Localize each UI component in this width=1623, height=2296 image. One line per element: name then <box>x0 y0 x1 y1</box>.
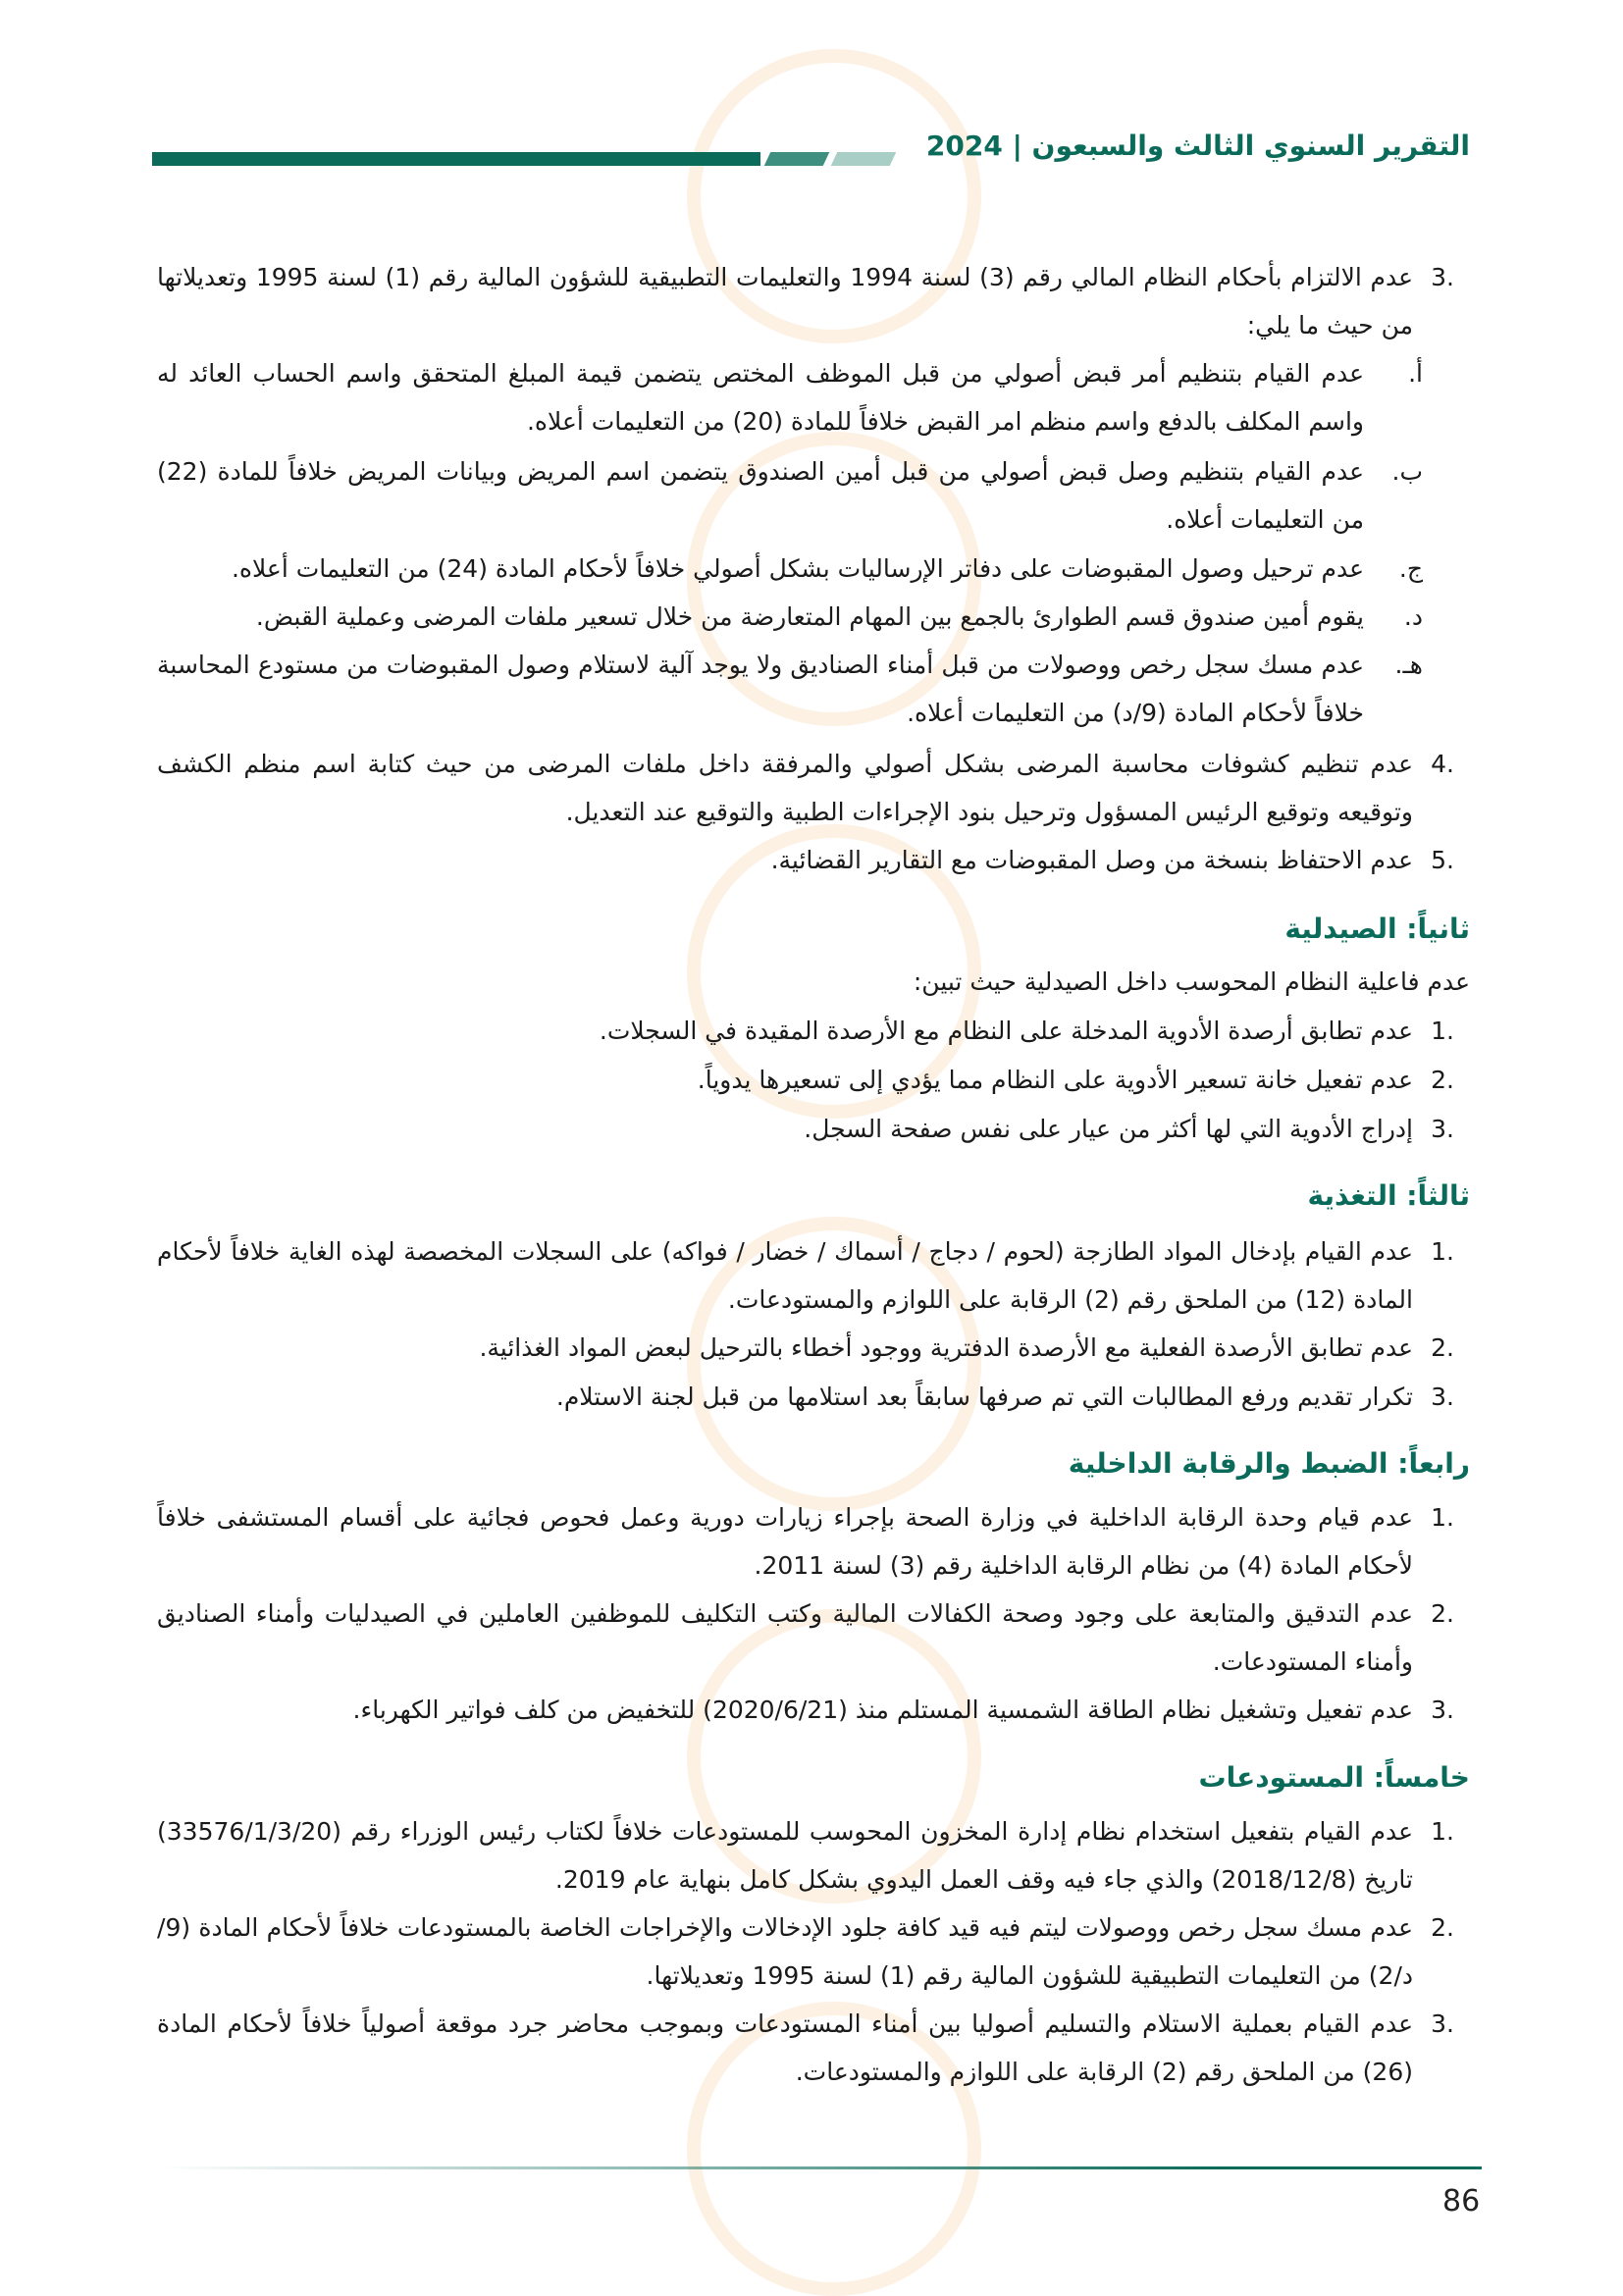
list-item <box>157 1493 1454 1590</box>
section-heading-warehouses: خامساً: المستودعات <box>1198 1761 1470 1794</box>
section-heading-internal-control: رابعاً: الضبط والرقابة الداخلية <box>1068 1447 1470 1480</box>
page-number: 86 <box>1442 2184 1481 2218</box>
list-item <box>157 253 1454 349</box>
section-heading-nutrition: ثالثاً: التغذية <box>1307 1179 1470 1212</box>
item-text: عدم القيام بتنظيم وصل قبض أصولي من قبل أمين الصندوق يتضمن اسم المريض وبيانات المريض خلافاً للمادة (22) من التعليمات أعلاه. <box>157 457 1364 534</box>
item-text: عدم تطابق الأرصدة الفعلية مع الأرصدة الدفترية ووجود أخطاء بالترحيل لبعض المواد الغذائية. <box>479 1333 1413 1362</box>
item-number: .2 <box>1431 1066 1454 1094</box>
item-text: عدم الالتزام بأحكام النظام المالي رقم (3) لسنة 1994 والتعليمات التطبيقية للشؤون المالية رقم (1) لسنة 1995 وتعديلاتها من حيث ما يلي: <box>157 263 1413 339</box>
item-letter: ج. <box>1398 554 1423 583</box>
item-number: .2 <box>1431 1333 1454 1362</box>
report-title: التقرير السنوي الثالث والسبعون | 2024 <box>925 130 1470 162</box>
list-item <box>157 1686 1454 1734</box>
list-item <box>157 1590 1454 1686</box>
sub-list-item <box>157 641 1454 737</box>
list-item <box>157 836 1454 884</box>
item-number: .1 <box>1431 1817 1454 1846</box>
item-text: عدم تنظيم كشوفات محاسبة المرضى بشكل أصولي والمرفقة داخل ملفات المرضى من حيث كتابة اسم منظم الكشف وتوقيعه وتوقيع الرئيس المسؤول وترحيل بنود الإجراءات الطبية والتوقيع عند التعديل. <box>157 750 1413 826</box>
item-text: عدم التدقيق والمتابعة على وجود وصحة الكفالات المالية وكتب التكليف للموظفين العاملين في الصيدليات وأمناء الصناديق وأمناء المستودعات. <box>157 1599 1413 1676</box>
item-number: .3 <box>1431 1115 1454 1143</box>
header-bar-segment <box>831 152 897 166</box>
item-number: .3 <box>1431 263 1454 291</box>
item-number: .1 <box>1431 1017 1454 1045</box>
list-item <box>157 2000 1454 2096</box>
item-text: عدم القيام بإدخال المواد الطازجة (لحوم / دجاج / أسماك / خضار / فواكه) على السجلات المخصصة لهذه الغاية خلافاً لأحكام المادة (12) من الملحق رقم (2) الرقابة على اللوازم والمستودعات. <box>157 1237 1413 1314</box>
item-text: عدم ترحيل وصول المقبوضات على دفاتر الإرساليات بشكل أصولي خلافاً لأحكام المادة (24) من التعليمات أعلاه. <box>231 554 1364 583</box>
item-text: عدم القيام بعملية الاستلام والتسليم أصوليا بين أمناء المستودعات وبموجب محاضر جرد موقعة أصولياً خلافاً لأحكام المادة (26) من الملحق رقم (2) الرقابة على اللوازم والمستودعات. <box>157 2009 1413 2086</box>
list-item <box>157 1807 1454 1904</box>
list-item <box>157 1373 1454 1421</box>
sub-list-item <box>157 349 1454 445</box>
list-item <box>157 1105 1454 1153</box>
item-text: عدم تطابق أرصدة الأدوية المدخلة على النظام مع الأرصدة المقيدة في السجلات. <box>599 1017 1413 1045</box>
item-number: .2 <box>1431 1913 1454 1942</box>
list-item <box>157 1227 1454 1324</box>
item-text: عدم القيام بتنظيم أمر قبض أصولي من قبل الموظف المختص يتضمن قيمة المبلغ المتحقق واسم الحساب العائد له واسم المكلف بالدفع واسم منظم امر القبض خلافاً للمادة (20) من التعليمات أعلاه. <box>157 359 1364 436</box>
item-letter: هـ. <box>1394 651 1423 679</box>
item-letter: أ. <box>1408 359 1423 388</box>
section-heading-pharmacy: ثانياً: الصيدلية <box>1284 913 1470 945</box>
item-number: .3 <box>1431 1383 1454 1411</box>
section-intro: عدم فاعلية النظام المحوسب داخل الصيدلية حيث تبين: <box>913 967 1470 996</box>
item-text: عدم تفعيل وتشغيل نظام الطاقة الشمسية المستلم منذ (2020/6/21) للتخفيض من كلف فواتير الكهرباء. <box>352 1696 1413 1724</box>
item-number: .3 <box>1431 1696 1454 1724</box>
item-number: .2 <box>1431 1599 1454 1628</box>
list-item <box>157 1324 1454 1372</box>
item-letter: ب. <box>1391 457 1423 486</box>
item-text: يقوم أمين صندوق قسم الطوارئ بالجمع بين المهام المتعارضة من خلال تسعير ملفات المرضى وعملية القبض. <box>255 602 1364 631</box>
list-item <box>157 1056 1454 1104</box>
list-item <box>157 1904 1454 2000</box>
item-number: .4 <box>1431 750 1454 778</box>
item-text: عدم القيام بتفعيل استخدام نظام إدارة المخزون المحوسب للمستودعات خلافاً لكتاب رئيس الوزراء رقم (33576/1/3/20) تاريخ (2018/12/8) والذي جاء فيه وقف العمل اليدوي بشكل كامل بنهاية عام 2019. <box>157 1817 1413 1894</box>
item-number: .5 <box>1431 846 1454 874</box>
item-text: عدم قيام وحدة الرقابة الداخلية في وزارة الصحة بإجراء زيارات دورية وعمل فحوص فجائية على أقسام المستشفى خلافاً لأحكام المادة (4) من نظام الرقابة الداخلية رقم (3) لسنة 2011. <box>157 1503 1413 1580</box>
item-number: .1 <box>1431 1237 1454 1266</box>
sub-list-item <box>157 545 1454 593</box>
item-text: إدراج الأدوية التي لها أكثر من عيار على نفس صفحة السجل. <box>804 1115 1413 1143</box>
footer-divider <box>162 2166 1482 2169</box>
list-item <box>157 740 1454 836</box>
item-number: .3 <box>1431 2009 1454 2038</box>
item-text: عدم الاحتفاظ بنسخة من وصل المقبوضات مع التقارير القضائية. <box>770 846 1413 874</box>
item-letter: د. <box>1403 602 1423 631</box>
sub-list-item <box>157 447 1454 544</box>
header-bar-segment <box>764 152 830 166</box>
item-number: .1 <box>1431 1503 1454 1532</box>
item-text: عدم تفعيل خانة تسعير الأدوية على النظام مما يؤدي إلى تسعيرها يدوياً. <box>697 1066 1413 1094</box>
sub-list-item <box>157 593 1454 641</box>
header-bar <box>152 152 760 166</box>
item-text: تكرار تقديم ورفع المطالبات التي تم صرفها سابقاً بعد استلامها من قبل لجنة الاستلام. <box>555 1383 1413 1411</box>
item-text: عدم مسك سجل رخص ووصولات من قبل أمناء الصناديق ولا يوجد آلية لاستلام وصول المقبوضات من مستودع المحاسبة خلافاً لأحكام المادة (9/د) من التعليمات أعلاه. <box>157 651 1364 727</box>
list-item <box>157 1007 1454 1055</box>
item-text: عدم مسك سجل رخص ووصولات ليتم فيه قيد كافة جلود الإدخالات والإخراجات الخاصة بالمستودعات خلافاً لأحكام المادة (9/د/2) من التعليمات التطبيقية للشؤون المالية رقم (1) لسنة 1995 وتعديلاتها. <box>157 1913 1413 1990</box>
